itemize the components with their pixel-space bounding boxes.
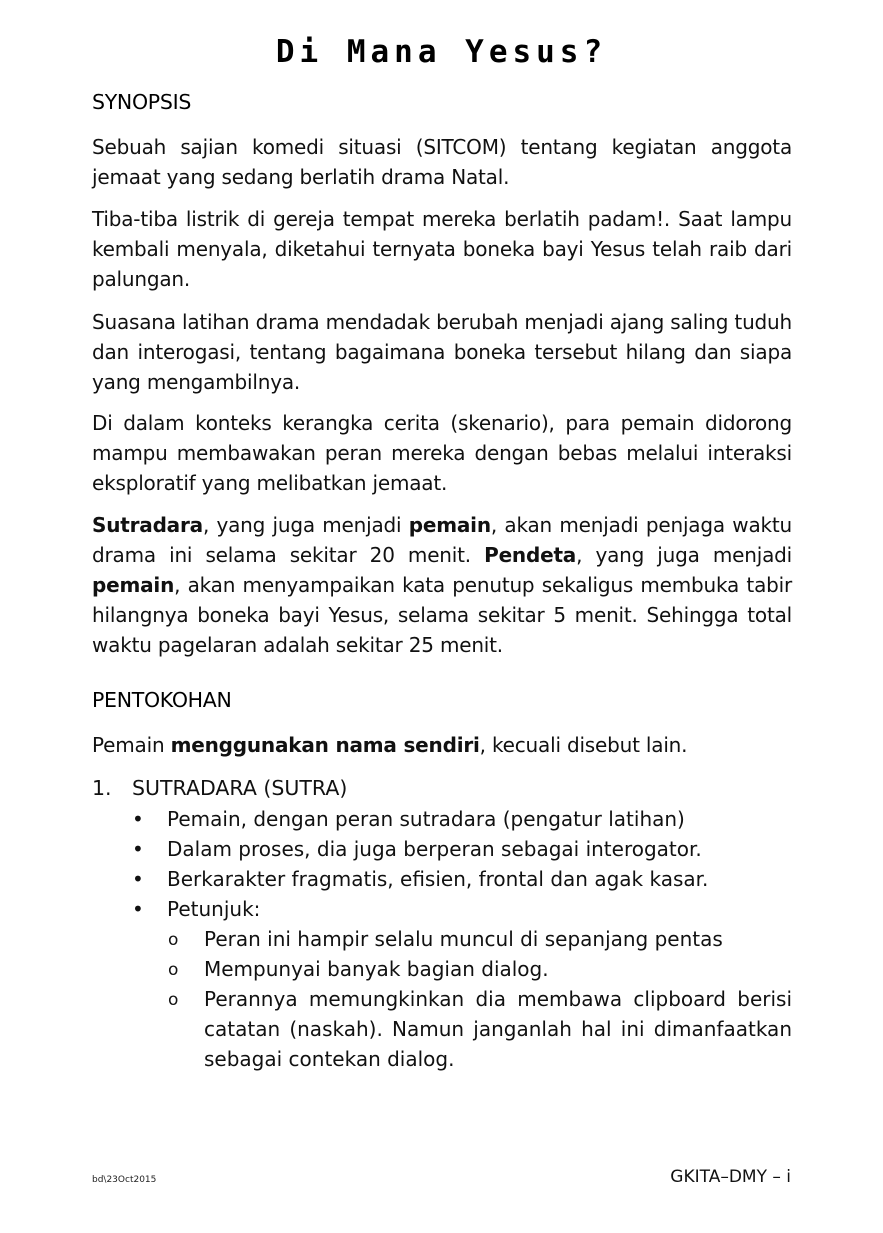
bullet-icon: • bbox=[132, 897, 144, 921]
sub-list-item: o Perannya memungkinkan dia membawa clipboard berisi catatan (naskah). Namun janganlah hal ini dimanfaatkan sebagai contekan dialog. bbox=[168, 987, 792, 1071]
intro-text-pre: Pemain bbox=[92, 733, 171, 757]
intro-bold: menggunakan nama sendiri bbox=[170, 733, 480, 757]
pemain-bold-2: pemain bbox=[92, 573, 175, 597]
pentokohan-heading: PENTOKOHAN bbox=[92, 688, 232, 712]
sub-list-item: o Mempunyai banyak bagian dialog. bbox=[166, 954, 792, 984]
role-title: SUTRADARA (SUTRA) bbox=[132, 776, 348, 800]
role-heading bbox=[92, 776, 347, 800]
intro-text-post: , kecuali disebut lain. bbox=[479, 733, 688, 757]
synopsis-paragraph-5 bbox=[92, 510, 792, 660]
p5-text-2: , akan menjadi penjaga waktu drama ini selama sekitar 20 menit. bbox=[92, 513, 792, 567]
bullet-icon: • bbox=[132, 837, 144, 861]
synopsis-paragraph-1: Sebuah sajian komedi situasi (SITCOM) tentang kegiatan anggota jemaat yang sedang berlatih drama Natal. bbox=[92, 135, 792, 189]
p5-text-4: , akan menyampaikan kata penutup sekaligus membuka tabir hilangnya boneka bayi Yesus, selama sekitar 5 menit. Sehingga total waktu pagelaran adalah sekitar 25 menit. bbox=[92, 573, 792, 657]
list-item: • Pemain, dengan peran sutradara (pengatur latihan) bbox=[130, 804, 792, 834]
pentokohan-intro bbox=[92, 730, 792, 760]
synopsis-paragraph-4: Di dalam konteks kerangka cerita (skenario), para pemain didorong mampu membawakan peran mereka dengan bebas melalui interaksi eksploratif yang melibatkan jemaat. bbox=[92, 411, 792, 495]
bullet-icon: • bbox=[132, 807, 144, 831]
sutradara-bold: Sutradara bbox=[92, 513, 203, 537]
synopsis-paragraph-2: Tiba-tiba listrik di gereja tempat mereka berlatih padam!. Saat lampu kembali menyala, diketahui ternyata boneka bayi Yesus telah raib dari palungan. bbox=[92, 207, 792, 291]
pendeta-bold: Pendeta bbox=[484, 543, 577, 567]
circle-bullet-icon: o bbox=[168, 990, 179, 1010]
document-title: Di Mana Yesus? bbox=[275, 34, 608, 70]
role-bullet-list bbox=[130, 804, 792, 924]
list-item: • Berkarakter fragmatis, efisien, frontal dan agak kasar. bbox=[130, 864, 792, 894]
bullet-icon: • bbox=[132, 867, 144, 891]
synopsis-paragraph-3: Suasana latihan drama mendadak berubah menjadi ajang saling tuduh dan interogasi, tentang bagaimana boneka tersebut hilang dan siapa yang mengambilnya. bbox=[92, 310, 792, 394]
p5-text-1: , yang juga menjadi bbox=[202, 513, 409, 537]
footer-date: bd\23Oct2015 bbox=[92, 1175, 157, 1185]
instruction-sub-list bbox=[166, 924, 792, 1074]
footer-page-label: GKITA–DMY – i bbox=[670, 1167, 791, 1187]
sub-list-item: o Peran ini hampir selalu muncul di sepanjang pentas bbox=[166, 924, 792, 954]
synopsis-heading: SYNOPSIS bbox=[92, 90, 192, 114]
circle-bullet-icon: o bbox=[168, 960, 179, 980]
pemain-bold-1: pemain bbox=[408, 513, 491, 537]
p5-text-3: , yang juga menjadi bbox=[576, 543, 792, 567]
list-item: • Dalam proses, dia juga berperan sebagai interogator. bbox=[130, 834, 792, 864]
list-item: • Petunjuk: bbox=[130, 894, 792, 924]
role-number: 1. bbox=[92, 776, 112, 800]
circle-bullet-icon: o bbox=[168, 930, 179, 950]
